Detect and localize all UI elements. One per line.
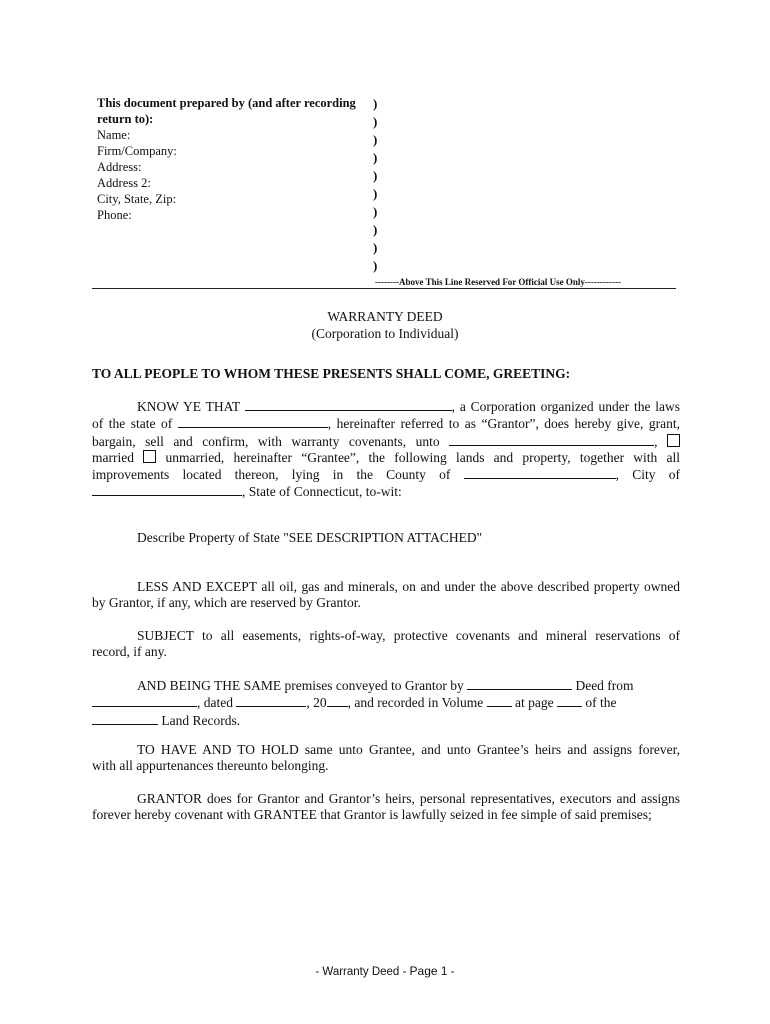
text: , State of Connecticut, to-wit: (242, 484, 402, 500)
date-blank[interactable] (236, 694, 306, 707)
text: , 20 (306, 695, 327, 711)
paren-column (373, 95, 385, 275)
text: , hereinafter referred to as “Grantor”, does hereby give, grant, (327, 416, 680, 432)
firm-label: Firm/Company: (97, 144, 177, 158)
return-to-label: return to): (97, 112, 154, 126)
less-except-paragraph (92, 579, 680, 612)
county-blank[interactable] (464, 466, 616, 479)
paren: ) (373, 240, 378, 255)
single-checkbox[interactable] (667, 434, 680, 447)
paren: ) (373, 132, 378, 147)
footer-tail: - (447, 966, 455, 978)
grantor-covenant-paragraph (92, 791, 680, 824)
text: Land Records. (161, 712, 241, 728)
text: improvements located thereon, lying in the County of (92, 467, 451, 483)
paren: ) (373, 168, 378, 183)
address-label: Address: (97, 160, 142, 174)
text: LESS AND EXCEPT all oil, gas and minerals, on and under the above described property owned (137, 579, 680, 594)
state-blank[interactable] (178, 415, 328, 428)
text: , dated (197, 695, 233, 711)
text: of the state of (92, 416, 173, 432)
text: bargain, sell and confirm, with warranty covenants, unto (92, 433, 440, 449)
page-blank[interactable] (557, 694, 582, 707)
corporation-name-blank[interactable] (245, 398, 452, 411)
city-blank[interactable] (92, 483, 242, 496)
text: AND BEING THE SAME premises conveyed to Grantor by (137, 678, 464, 693)
greeting: TO ALL PEOPLE TO WHOM THESE PRESENTS SHALL COME, GREETING: (92, 366, 571, 381)
document-title: WARRANTY DEED (327, 309, 443, 324)
know-ye-paragraph (92, 398, 680, 501)
paren: ) (373, 150, 378, 165)
address2-label: Address 2: (97, 176, 151, 190)
to-have-paragraph (92, 742, 680, 775)
phone-label: Phone: (97, 208, 132, 222)
grantor-blank[interactable] (467, 677, 572, 690)
footer-label: - Warranty Deed - (315, 966, 410, 978)
text: , City of (615, 467, 680, 483)
name-label: Name: (97, 128, 131, 142)
paren: ) (373, 222, 378, 237)
page-footer (0, 964, 770, 978)
from-blank[interactable] (92, 694, 197, 707)
text: , a Corporation organized under the laws (451, 399, 681, 414)
text: , (654, 433, 658, 449)
preparer-block (97, 95, 377, 223)
being-same-paragraph (92, 677, 680, 729)
text: of the (585, 695, 617, 711)
year-blank[interactable] (327, 694, 348, 707)
page-number: Page 1 (409, 964, 448, 978)
text: GRANTOR does for Grantor and Grantor’s heirs, personal representatives, executors and assigns (137, 791, 680, 806)
text: at page (514, 695, 554, 711)
paren: ) (373, 114, 378, 129)
volume-blank[interactable] (487, 694, 512, 707)
married-checkbox[interactable] (143, 450, 156, 463)
text: by Grantor, if any, which are reserved by Grantor. (92, 595, 361, 611)
subject-paragraph (92, 628, 680, 661)
prepared-by-label: This document prepared by (and after recording (97, 96, 356, 110)
town-blank[interactable] (92, 712, 158, 725)
paren: ) (373, 204, 378, 219)
city-state-zip-label: City, State, Zip: (97, 192, 177, 206)
document-subtitle: (Corporation to Individual) (311, 326, 459, 341)
text: , and recorded in Volume (347, 695, 484, 711)
paren: ) (373, 258, 378, 273)
reserved-line-label: --------Above This Line Reserved For Official Use Only------------ (375, 277, 621, 287)
header-divider (92, 288, 676, 289)
paren: ) (373, 96, 378, 111)
text: forever hereby covenant with GRANTEE that Grantor is lawfully seized in fee simple of said premises; (92, 807, 652, 823)
grantee-name-blank[interactable] (449, 433, 654, 446)
text: unmarried, hereinafter “Grantee”, the following lands and property, together with all (165, 449, 681, 465)
text: KNOW YE THAT (137, 399, 240, 414)
text: record, if any. (92, 644, 167, 660)
text: TO HAVE AND TO HOLD same unto Grantee, and unto Grantee’s heirs and assigns forever, (137, 742, 680, 757)
describe-property (92, 530, 680, 546)
text: Deed from (575, 678, 634, 693)
text: SUBJECT to all easements, rights-of-way, protective covenants and mineral reservations of (137, 628, 680, 643)
paren: ) (373, 186, 378, 201)
text: married (92, 449, 134, 465)
text: with all appurtenances thereunto belonging. (92, 758, 329, 774)
describe-text: Describe Property of State "SEE DESCRIPTION ATTACHED" (137, 530, 483, 545)
